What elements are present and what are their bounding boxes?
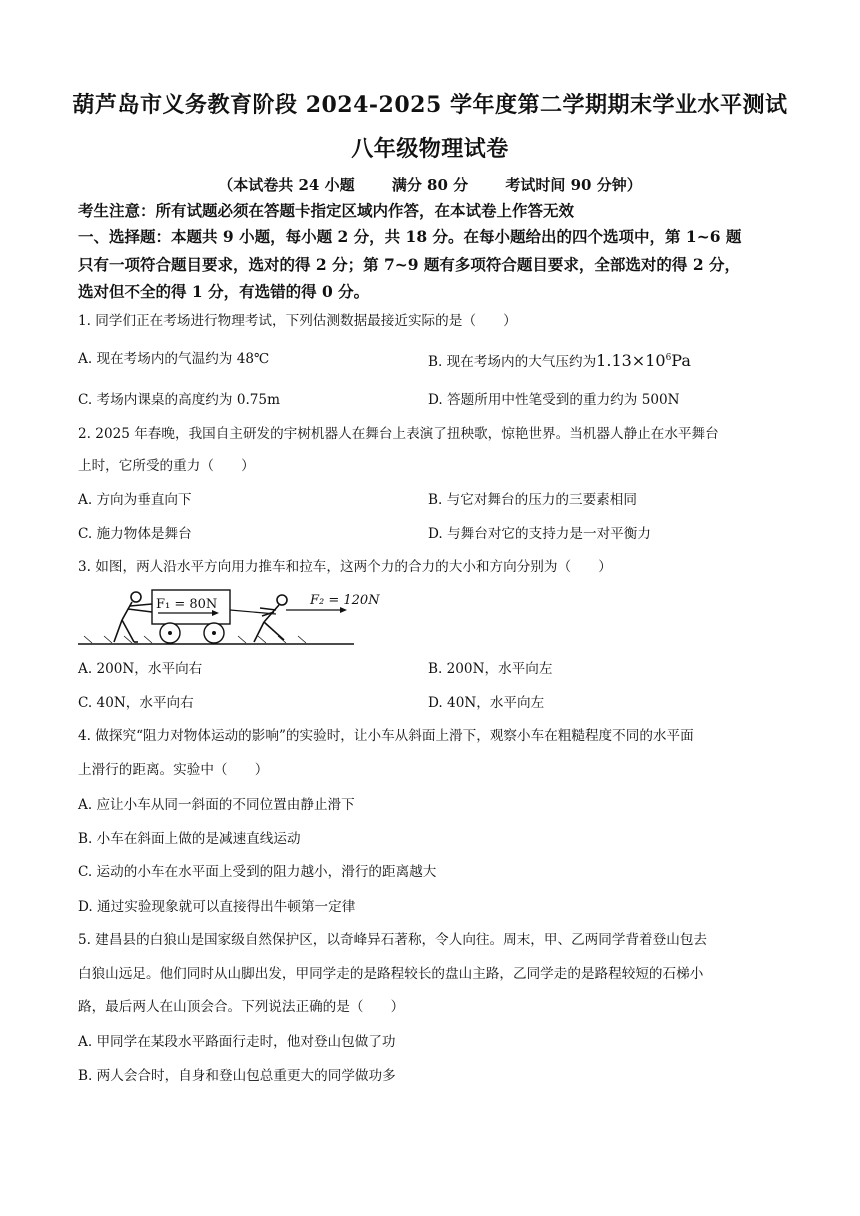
q1-stem: 1. 同学们正在考场进行物理考试，下列估测数据最接近实际的是（ ） [78,313,517,329]
section1-instruction-line1: 一、选择题：本题共 9 小题，每小题 2 分，共 18 分。在每小题给出的四个选项中，第 1~6 题 [78,227,742,246]
q1-option-d: D. 答题所用中性笔受到的重力约为 500N [428,392,680,408]
q2-stem-line2: 上时，它所受的重力（ ） [78,458,255,474]
q1-option-c: C. 考场内课桌的高度约为 0.75m [78,392,280,408]
question-count: （本试卷共 24 小题 [218,176,355,194]
q2-option-a: A. 方向为垂直向下 [78,492,192,508]
q1-option-a: A. 现在考场内的气温约为 48℃ [78,351,270,367]
section1-instruction-line2: 只有一项符合题目要求，选对的得 2 分；第 7~9 题有多项符合题目要求，全部选对的得 2 分， [78,255,741,274]
q1-option-b-value: 1.13×10 [596,351,666,370]
ground-hatching [84,636,306,643]
q3-option-b: B. 200N，水平向左 [428,661,553,677]
q2-option-b: B. 与它对舞台的压力的三要素相同 [428,492,637,508]
exam-notice: 考生注意：所有试题必须在答题卡指定区域内作答，在本试卷上作答无效 [78,201,575,220]
f2-label: F₂ = 120N [310,593,380,608]
q4-option-a: A. 应让小车从同一斜面的不同位置由静止滑下 [78,797,355,813]
q4-stem-line1: 4. 做探究“阻力对物体运动的影响”的实验时，让小车从斜面上滑下，观察小车在粗糙程度不同的水平面 [78,728,694,744]
q5-stem-line2: 白狼山远足。他们同时从山脚出发，甲同学走的是路程较长的盘山主路，乙同学走的是路程较短的石梯小 [78,966,704,982]
q4-option-c: C. 运动的小车在水平面上受到的阻力越小，滑行的距离越大 [78,864,437,880]
q2-option-c: C. 施力物体是舞台 [78,526,192,542]
q4-option-b: B. 小车在斜面上做的是减速直线运动 [78,831,301,847]
section1-instruction-line3: 选对但不全的得 1 分，有选错的得 0 分。 [78,282,370,301]
q2-option-d: D. 与舞台对它的支持力是一对平衡力 [428,526,651,542]
pulling-person [254,595,287,642]
q3-option-c: C. 40N，水平向右 [78,695,194,711]
q1-option-b-unit: Pa [671,351,691,370]
q5-option-a: A. 甲同学在某段水平路面行走时，他对登山包做了功 [78,1034,396,1050]
total-score: 满分 80 分 [391,176,469,194]
exam-subject-title: 八年级物理试卷 [351,136,509,162]
q1-option-b-text: B. 现在考场内的大气压约为 [428,354,597,370]
q2-stem-line1: 2. 2025 年春晚，我国自主研发的宇树机器人在舞台上表演了扭秧歌，惊艳世界。当机器人静止在水平舞台 [78,426,719,442]
q5-option-b: B. 两人会合时，自身和登山包总重更大的同学做功多 [78,1068,396,1084]
q3-option-a: A. 200N，水平向右 [78,661,203,677]
exam-duration: 考试时间 90 分钟） [505,176,642,194]
pushing-person [114,592,152,642]
q5-stem-line1: 5. 建昌县的白狼山是国家级自然保护区，以奇峰异石著称，令人向往。周末，甲、乙两同学背着登山包去 [78,932,708,948]
exam-title: 葫芦岛市义务教育阶段 2024-2025 学年度第二学期期末学业水平测试 [72,92,788,118]
q4-stem-line2: 上滑行的距离。实验中（ ） [78,762,269,778]
q3-option-d: D. 40N，水平向左 [428,695,545,711]
f1-label: F₁ = 80N [156,597,218,612]
q3-stem: 3. 如图，两人沿水平方向用力推车和拉车，这两个力的合力的大小和方向分别为（ ） [78,559,612,575]
q3-figure-push-pull-cart [78,584,380,650]
q1-option-b [428,348,691,372]
exam-info [0,174,860,195]
q1-option-b-exponent: 6 [665,353,672,363]
q5-stem-line3: 路，最后两人在山顶会合。下列说法正确的是（ ） [78,999,405,1015]
q4-option-d: D. 通过实验现象就可以直接得出牛顿第一定律 [78,899,356,915]
